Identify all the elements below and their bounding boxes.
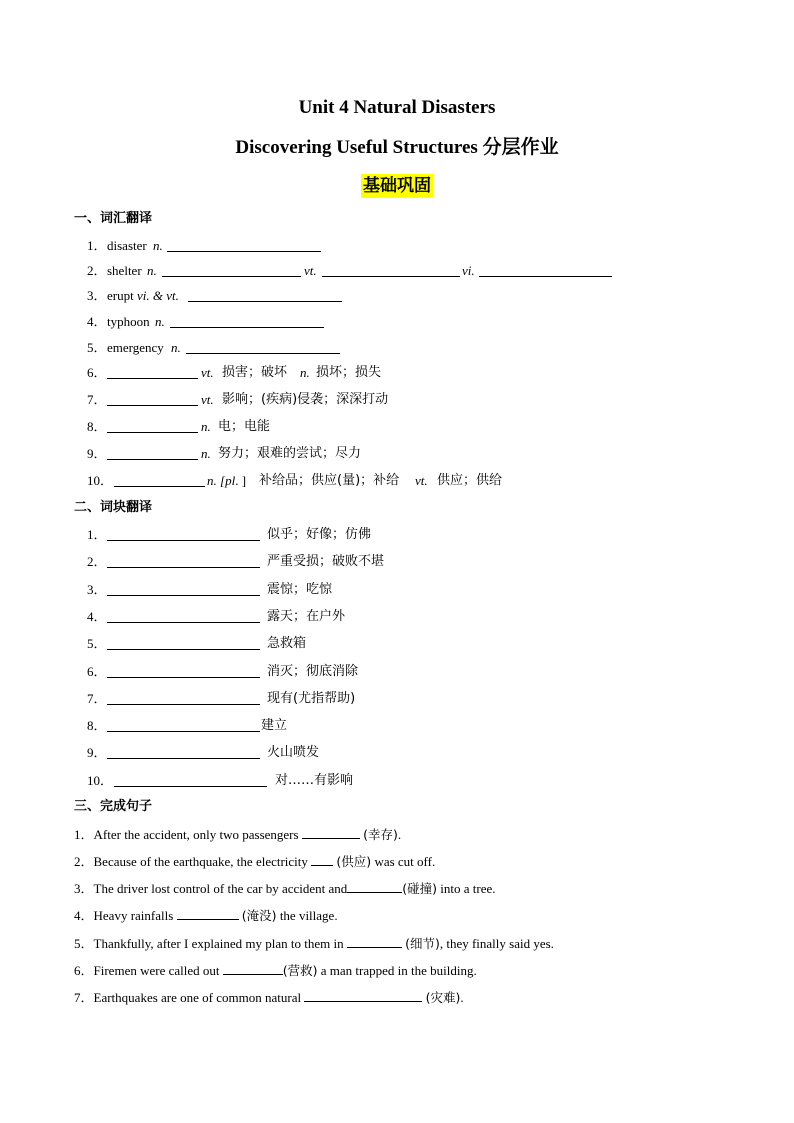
vocab-pos: n. <box>201 419 211 434</box>
sentence-item-4 <box>0 905 794 927</box>
item-number: 3． <box>74 881 94 896</box>
vocab-meaning: 影响；(疾病)侵袭；深深打动 <box>222 392 389 407</box>
section-1-heading: 一、词汇翻译 <box>74 211 153 226</box>
answer-blank[interactable] <box>107 526 260 541</box>
item-number: 4． <box>87 314 107 329</box>
answer-blank[interactable] <box>322 262 460 277</box>
vocab-pos-end: . ] <box>235 473 247 488</box>
title-line-2-en: Discovering Useful Structures <box>235 137 478 158</box>
sentence-after: was cut off. <box>371 854 436 869</box>
phrase-meaning: 消灭；彻底消除 <box>267 664 359 679</box>
sentence-before: Thankfully, after I explained my plan to them in <box>93 936 347 951</box>
vocab-meaning: 补给品；供应(量)；补给 <box>259 473 400 488</box>
sentence-hint: (灾难) <box>425 990 461 1005</box>
vocab-item-5 <box>0 337 794 359</box>
sentence-item-3 <box>0 878 794 900</box>
phrase-item-4 <box>0 606 794 628</box>
answer-blank[interactable] <box>162 262 301 277</box>
sentence-item-5 <box>0 933 794 955</box>
item-number: 8． <box>87 718 107 733</box>
answer-blank[interactable] <box>114 772 267 787</box>
sentence-before: The driver lost control of the car by accident and <box>93 881 348 896</box>
item-number: 7． <box>87 691 107 706</box>
vocab-pos-main: n. [ <box>207 473 226 488</box>
sentence-before: Heavy rainfalls <box>93 908 177 923</box>
vocab-item-9 <box>0 443 794 465</box>
phrase-item-2 <box>0 551 794 573</box>
section-2-heading: 二、词块翻译 <box>74 500 153 515</box>
answer-blank[interactable] <box>170 313 324 328</box>
item-number: 1． <box>87 238 107 253</box>
phrase-item-7 <box>0 688 794 710</box>
item-number: 5． <box>74 936 94 951</box>
answer-blank[interactable] <box>107 744 260 759</box>
phrase-meaning: 露天；在户外 <box>267 609 346 624</box>
answer-blank[interactable] <box>177 907 239 920</box>
answer-blank[interactable] <box>188 287 342 302</box>
phrase-item-5 <box>0 633 794 655</box>
sentence-content <box>74 987 464 1009</box>
answer-blank[interactable] <box>107 690 260 705</box>
vocab-word: typhoon <box>107 314 150 329</box>
item-number: 1． <box>87 527 107 542</box>
sentence-before: Because of the earthquake, the electricity <box>93 854 312 869</box>
vocab-pos-2: vt. <box>304 263 317 278</box>
vocab-pos: vt. <box>201 392 214 407</box>
sentence-after: into a tree. <box>437 881 496 896</box>
item-number: 3． <box>87 288 107 303</box>
item-number: 1． <box>74 827 94 842</box>
vocab-meaning: 损害；破坏 <box>222 365 288 380</box>
level-label: 基础巩固 <box>363 176 431 196</box>
item-number: 4． <box>87 609 107 624</box>
answer-blank[interactable] <box>107 663 260 678</box>
item-number: 10． <box>87 473 114 488</box>
item-number: 6． <box>87 664 107 679</box>
vocab-pos <box>207 470 246 492</box>
sentence-hint: (营救) <box>282 963 318 978</box>
item-number: 7． <box>87 392 107 407</box>
vocab-pos: vt. <box>201 365 214 380</box>
level-label-row <box>0 174 794 198</box>
answer-blank[interactable] <box>107 391 198 406</box>
sentence-after: a man trapped in the building. <box>317 963 477 978</box>
phrase-meaning: 震惊；吃惊 <box>267 582 333 597</box>
answer-blank[interactable] <box>186 339 340 354</box>
answer-blank[interactable] <box>347 880 402 893</box>
answer-blank[interactable] <box>107 635 260 650</box>
sentence-content <box>74 824 401 846</box>
sentence-after: , they finally said yes. <box>439 936 554 951</box>
sentence-after: . <box>397 827 402 842</box>
answer-blank[interactable] <box>311 853 333 866</box>
title-line-2-cn: 分层作业 <box>482 136 559 158</box>
sentence-content <box>74 878 496 900</box>
vocab-pos: vi. & vt. <box>137 288 179 303</box>
item-number: 9． <box>87 446 107 461</box>
answer-blank[interactable] <box>114 472 205 487</box>
sentence-item-1 <box>0 824 794 846</box>
sentence-before: After the accident, only two passengers <box>93 827 302 842</box>
vocab-item-10 <box>0 470 794 492</box>
item-number: 5． <box>87 340 107 355</box>
answer-blank[interactable] <box>347 935 402 948</box>
vocab-word: disaster <box>107 238 147 253</box>
sentence-item-2 <box>0 851 794 873</box>
answer-blank[interactable] <box>107 553 260 568</box>
answer-blank[interactable] <box>107 717 260 732</box>
vocab-word: emergency <box>107 340 164 355</box>
phrase-meaning: 建立 <box>261 718 288 733</box>
item-number: 2． <box>87 263 107 278</box>
answer-blank[interactable] <box>107 445 198 460</box>
sentence-hint: (细节) <box>405 936 440 951</box>
vocab-item-1 <box>0 235 794 257</box>
sentence-after: . <box>460 990 464 1005</box>
vocab-pos: n. <box>171 340 181 355</box>
sentence-after: the village. <box>276 908 338 923</box>
item-number: 9． <box>87 745 107 760</box>
vocab-pos: n. <box>153 238 163 253</box>
sentence-item-6 <box>0 960 794 982</box>
phrase-meaning: 对……有影响 <box>275 773 354 788</box>
item-number: 4． <box>74 908 94 923</box>
answer-blank[interactable] <box>107 581 260 596</box>
sentence-content <box>74 905 338 927</box>
vocab-meaning: 努力；艰难的尝试；尽力 <box>218 446 362 461</box>
vocab-pos: n. <box>147 263 157 278</box>
sentence-content <box>74 960 477 982</box>
vocab-pos-3: vi. <box>462 263 475 278</box>
sentence-hint: (幸存) <box>363 827 398 842</box>
sentence-content <box>74 933 554 955</box>
phrase-meaning: 似乎；好像；仿佛 <box>267 527 372 542</box>
vocab-item-4 <box>0 311 794 333</box>
sentence-hint: (淹没) <box>241 908 277 923</box>
item-number: 2． <box>74 854 94 869</box>
vocab-pos-2: n. <box>300 365 310 380</box>
vocab-pos: n. <box>201 446 211 461</box>
vocab-item-7 <box>0 389 794 411</box>
vocab-item-3 <box>0 285 794 307</box>
answer-blank[interactable] <box>479 262 612 277</box>
sentence-before: Earthquakes are one of common natural <box>93 990 305 1005</box>
vocab-item-2 <box>0 260 794 282</box>
vocab-meaning-2: 供应；供给 <box>437 473 503 488</box>
phrase-item-10 <box>0 770 794 792</box>
vocab-meaning-2: 损坏；损失 <box>316 365 382 380</box>
vocab-meaning: 电；电能 <box>218 419 271 434</box>
phrase-item-6 <box>0 661 794 683</box>
answer-blank[interactable] <box>107 364 198 379</box>
section-3-heading: 三、完成句子 <box>74 799 153 814</box>
phrase-meaning: 现有(尤指帮助) <box>267 691 356 706</box>
sentence-before: Firemen were called out <box>93 963 223 978</box>
answer-blank[interactable] <box>304 989 422 1002</box>
vocab-item-6 <box>0 362 794 384</box>
answer-blank[interactable] <box>167 237 321 252</box>
item-number: 10． <box>87 773 114 788</box>
title-line-2 <box>0 135 794 160</box>
vocab-item-8 <box>0 416 794 438</box>
item-number: 5． <box>87 636 107 651</box>
phrase-meaning: 火山喷发 <box>267 745 320 760</box>
item-number: 6． <box>87 365 107 380</box>
sentence-item-7 <box>0 987 794 1009</box>
title-line-1: Unit 4 Natural Disasters <box>298 97 496 118</box>
sentence-hint: (供应) <box>336 854 372 869</box>
phrase-item-9 <box>0 742 794 764</box>
answer-blank[interactable] <box>107 418 198 433</box>
answer-blank[interactable] <box>223 962 283 975</box>
vocab-pos-2: vt. <box>415 473 428 488</box>
sentence-hint: (碰撞) <box>402 881 438 896</box>
phrase-item-3 <box>0 579 794 601</box>
item-number: 7． <box>74 990 94 1005</box>
sentence-content <box>74 851 435 873</box>
vocab-pos: n. <box>155 314 165 329</box>
vocab-word: erupt <box>107 288 134 303</box>
phrase-item-1 <box>0 524 794 546</box>
answer-blank[interactable] <box>107 608 260 623</box>
phrase-meaning: 严重受损；破败不堪 <box>267 554 385 569</box>
answer-blank[interactable] <box>302 826 360 839</box>
phrase-item-8 <box>0 715 794 737</box>
vocab-pos-plural: pl <box>225 473 236 488</box>
item-number: 8． <box>87 419 107 434</box>
item-number: 2． <box>87 554 107 569</box>
item-number: 3． <box>87 582 107 597</box>
item-number: 6． <box>74 963 94 978</box>
phrase-meaning: 急救箱 <box>267 636 307 651</box>
vocab-word: shelter <box>107 263 142 278</box>
